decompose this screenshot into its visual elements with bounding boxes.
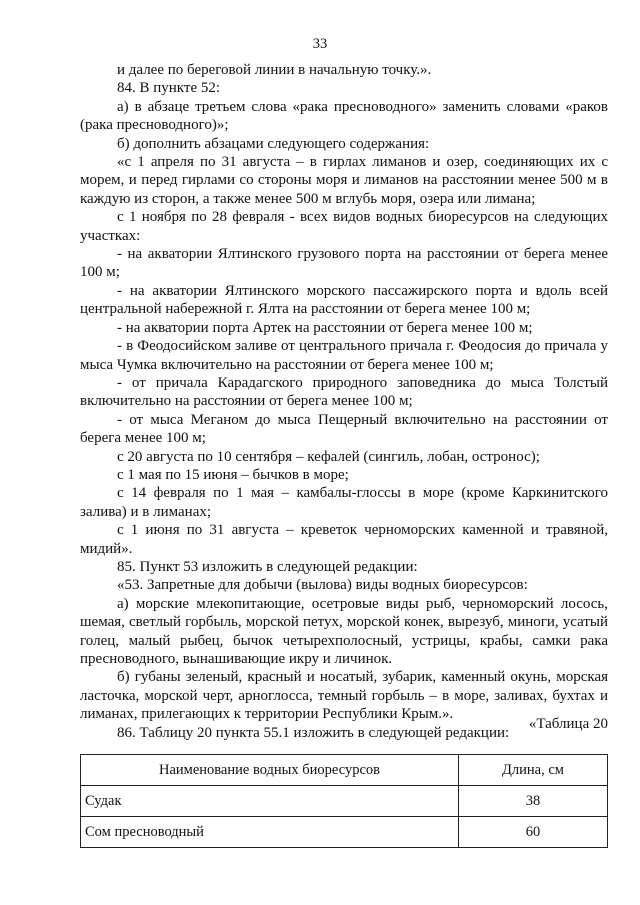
paragraph: с 14 февраля по 1 мая – камбалы-глоссы в море (кроме Каркинитского залива) и в лиманах; xyxy=(80,485,608,520)
table-row xyxy=(81,817,608,848)
paragraph: - от мыса Меганом до мыса Пещерный включительно на расстоянии от берега менее 100 м; xyxy=(80,411,608,447)
paragraph: 86. Таблицу 20 пункта 55.1 изложить в следующей редакции: xyxy=(117,724,510,741)
paragraph: - на акватории порта Артек на расстоянии от берега менее 100 м; xyxy=(117,319,533,336)
paragraph: с 1 мая по 15 июня – бычков в море; xyxy=(117,466,349,483)
table-caption: «Таблица 20 xyxy=(528,716,608,732)
paragraph: с 1 июня по 31 августа – креветок черноморских каменной и травяной, мидий». xyxy=(80,522,608,557)
paragraph: 84. В пункте 52: xyxy=(117,80,221,97)
paragraph: б) губаны зеленый, красный и носатый, зубарик, каменный окунь, морская ласточка, морской черт, арноглосса, темный горбыль – в море, заливах, бухтах и лиманах, прилегающих к территории Республики Крым.». xyxy=(80,669,608,723)
column-header-name: Наименование водных биоресурсов xyxy=(81,755,459,786)
page-number: 33 xyxy=(312,36,328,52)
paragraph: с 1 ноября по 28 февраля - всех видов водных биоресурсов на следующих участках: xyxy=(80,209,608,244)
table-cell-name: Сом пресноводный xyxy=(81,817,459,848)
paragraph: а) в абзаце третьем слова «рака пресноводного» заменить словами «раков (рака пресноводного)»; xyxy=(80,98,608,134)
table-header-row xyxy=(81,755,608,786)
paragraph: 85. Пункт 53 изложить в следующей редакции: xyxy=(117,558,418,575)
paragraph: а) морские млекопитающие, осетровые виды рыб, черноморский лосось, шемая, светлый горбыль, морской петух, морской конек, вырезуб, миноги, усатый голец, малый рыбец, бычок четырехполосный, устрицы, крабы, самки рака пресноводного, вынашивающие икру и личинок. xyxy=(80,595,608,667)
biological-resources-table xyxy=(80,754,608,848)
paragraph: «с 1 апреля по 31 августа – в гирлах лиманов и озер, соединяющих их с морем, и перед гирлами со стороны моря и лиманов на расстоянии менее 500 м в каждую из сторон, а также менее 500 м вглубь моря, озера или лимана; xyxy=(80,154,608,207)
table-cell-length: 60 xyxy=(459,817,608,848)
paragraph: с 20 августа по 10 сентября – кефалей (сингиль, лобан, остронос); xyxy=(117,448,540,465)
paragraph: - на акватории Ялтинского морского пассажирского порта и вдоль всей центральной набережной г. Ялта на расстоянии от берега менее 100 м; xyxy=(80,282,608,318)
table-cell-length: 38 xyxy=(459,786,608,817)
paragraph: б) дополнить абзацами следующего содержания: xyxy=(117,135,430,152)
paragraph: - в Феодосийском заливе от центрального причала г. Феодосия до причала у мыса Чумка включительно на расстоянии от берега менее 100 м; xyxy=(80,338,608,373)
table-row xyxy=(81,786,608,817)
paragraph: - на акватории Ялтинского грузового порта на расстоянии от берега менее 100 м; xyxy=(80,246,608,281)
paragraph: - от причала Карадагского природного заповедника до мыса Толстый включительно на расстоянии от берега менее 100 м; xyxy=(80,374,608,410)
paragraph: и далее по береговой линии в начальную точку.». xyxy=(117,62,432,78)
paragraph: «53. Запретные для добычи (вылова) виды водных биоресурсов: xyxy=(117,577,528,594)
column-header-length: Длина, см xyxy=(459,755,608,786)
document-body xyxy=(80,61,608,742)
table-cell-name: Судак xyxy=(81,786,459,817)
